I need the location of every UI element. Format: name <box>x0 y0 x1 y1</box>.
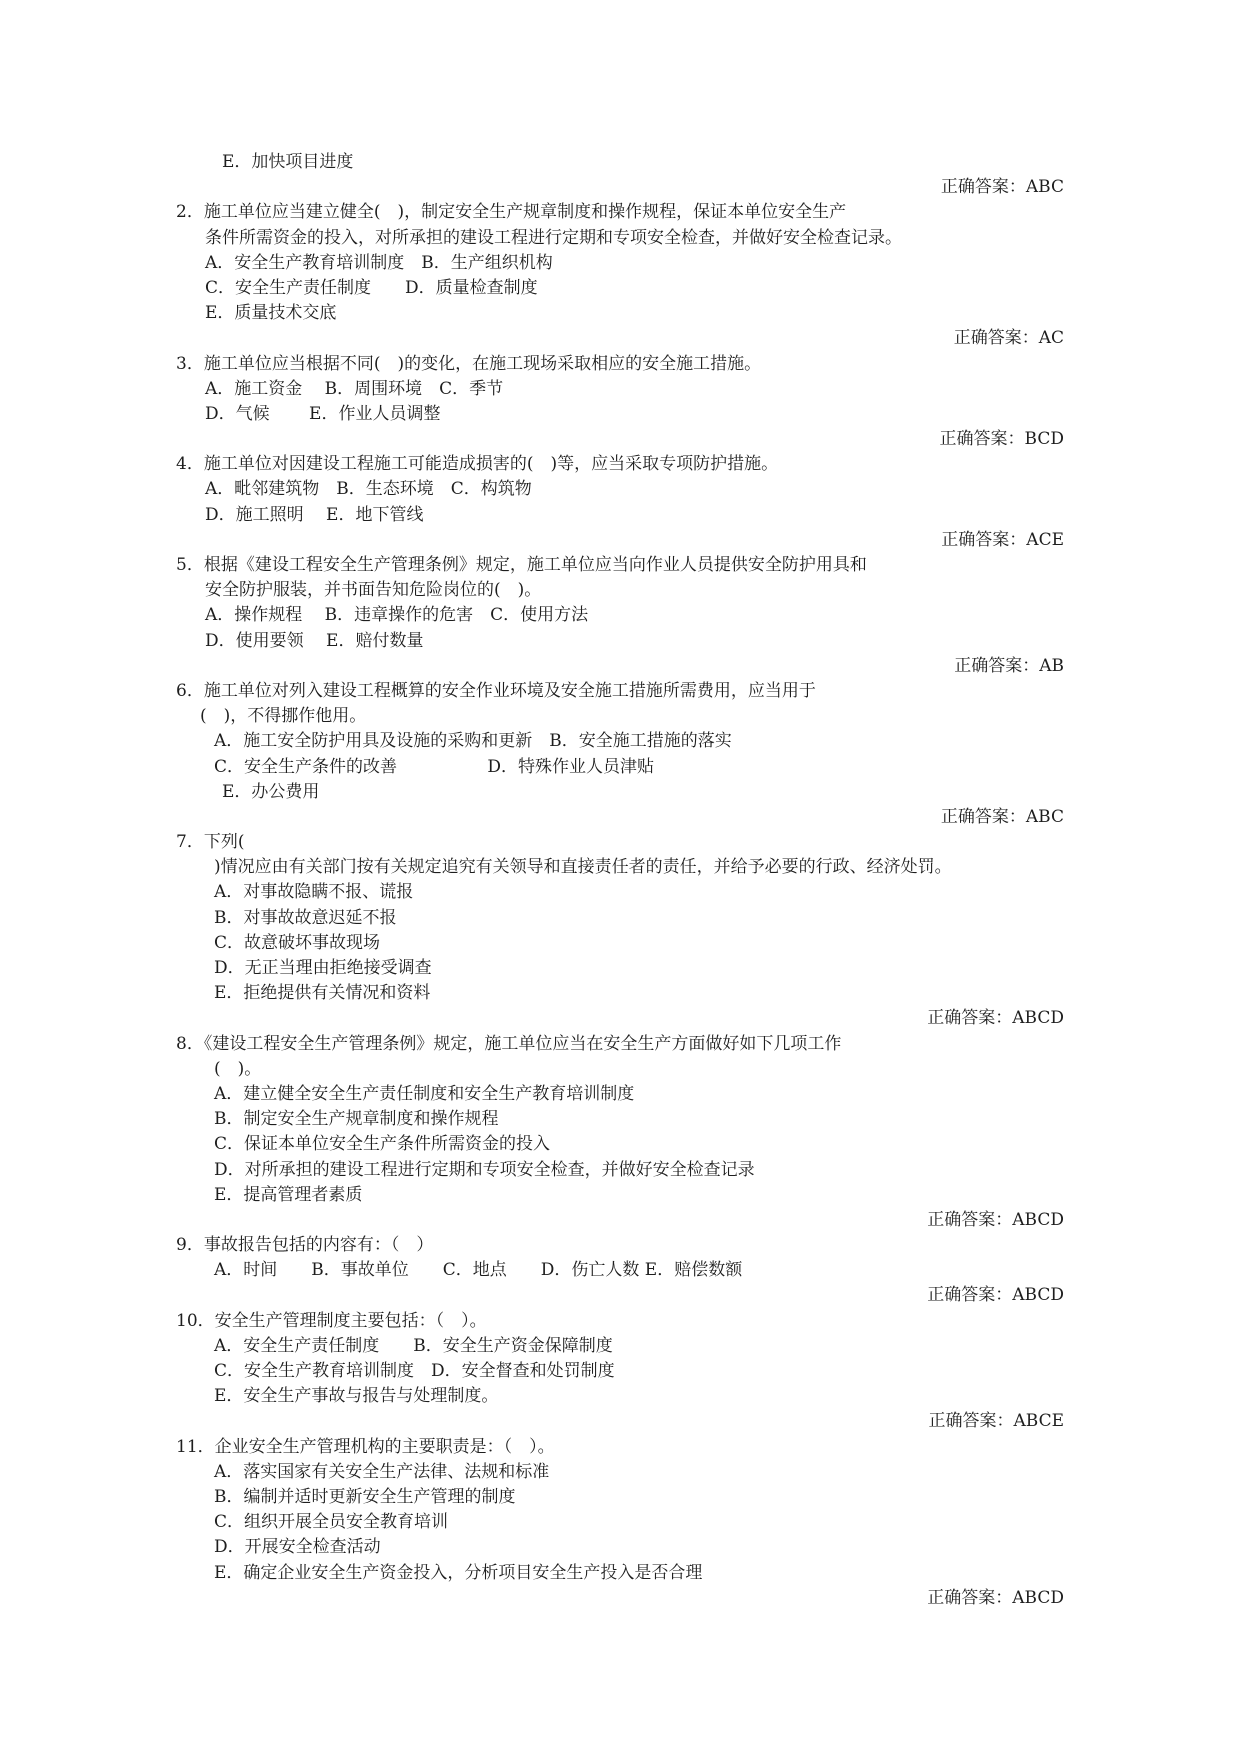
question-line: C．组织开展全员安全教育培训 <box>214 1512 449 1533</box>
question-line: A．落实国家有关安全生产法律、法规和标准 <box>214 1461 550 1482</box>
question-line: C．安全生产条件的改善 D．特殊作业人员津贴 <box>214 756 655 777</box>
question-text: 7．下列( <box>176 832 245 853</box>
correct-answer: 正确答案：ABCD <box>927 1285 1064 1306</box>
correct-answer: 正确答案：ACE <box>941 529 1064 550</box>
question-line: A．施工安全防护用具及设施的采购和更新 B．安全施工措施的落实 <box>214 731 732 752</box>
question-line: B．对事故故意迟延不报 <box>214 907 397 928</box>
question-line: A．安全生产教育培训制度 B．生产组织机构 <box>205 252 553 273</box>
question-line: C．安全生产教育培训制度 D．安全督查和处罚制度 <box>214 1361 615 1381</box>
question-line: D．使用要领 E．赔付数量 <box>205 630 424 651</box>
question-text: 2．施工单位应当建立健全( )，制定安全生产规章制度和操作规程，保证本单位安全生产 <box>176 202 847 223</box>
question-line: E．办公费用 <box>222 781 320 802</box>
question-line: A．操作规程 B．违章操作的危害 C．使用方法 <box>205 605 589 626</box>
correct-answer: 正确答案：ABCD <box>927 1008 1064 1029</box>
question-block <box>0 150 1241 200</box>
correct-answer: 正确答案：AC <box>953 328 1064 349</box>
question-line: D．开展安全检查活动 <box>214 1537 381 1558</box>
question-line: E．质量技术交底 <box>205 303 337 324</box>
question-text: 5．根据《建设工程安全生产管理条例》规定，施工单位应当向作业人员提供安全防护用具和 <box>176 555 867 575</box>
question-line: ( )，不得挪作他用。 <box>200 706 367 727</box>
correct-answer: 正确答案：ABCD <box>927 1209 1064 1230</box>
question-block <box>0 352 1241 453</box>
question-line: B．制定安全生产规章制度和操作规程 <box>214 1109 499 1130</box>
question-block <box>0 200 1241 351</box>
question-block <box>0 1309 1241 1435</box>
correct-answer: 正确答案：ABCD <box>927 1587 1064 1608</box>
question-text: 9．事故报告包括的内容有：（ ） <box>176 1235 434 1256</box>
question-text: 10．安全生产管理制度主要包括：（ ）。 <box>176 1310 487 1331</box>
question-line: D．施工照明 E．地下管线 <box>205 504 424 525</box>
question-line: ( )。 <box>214 1058 262 1079</box>
question-line: 条件所需资金的投入，对所承担的建设工程进行定期和专项安全检查，并做好安全检查记录。 <box>205 227 902 248</box>
question-line: D．气候 E．作业人员调整 <box>205 403 441 424</box>
question-text: 8．《建设工程安全生产管理条例》规定，施工单位应当在安全生产方面做好如下几项工作 <box>176 1033 842 1054</box>
question-block <box>0 553 1241 679</box>
question-block <box>0 1233 1241 1309</box>
question-line: C．保证本单位安全生产条件所需资金的投入 <box>214 1134 551 1155</box>
question-line: E．拒绝提供有关情况和资料 <box>214 983 431 1004</box>
question-line: D．对所承担的建设工程进行定期和专项安全检查，并做好安全检查记录 <box>214 1159 755 1180</box>
question-line: A．建立健全安全生产责任制度和安全生产教育培训制度 <box>214 1083 635 1104</box>
question-line: E．提高管理者素质 <box>214 1184 363 1205</box>
question-line: )情况应由有关部门按有关规定追究有关领导和直接责任者的责任，并给予必要的行政、经济处罚。 <box>214 857 952 878</box>
question-line: A．时间 B．事故单位 C．地点 D．伤亡人数 E．赔偿数额 <box>214 1260 743 1281</box>
question-text: 6．施工单位对列入建设工程概算的安全作业环境及安全施工措施所需费用，应当用于 <box>176 680 816 701</box>
question-line: A．施工资金 B．周围环境 C．季节 <box>205 378 504 399</box>
question-line: D．无正当理由拒绝接受调查 <box>214 958 432 978</box>
question-block <box>0 679 1241 830</box>
question-text: E．加快项目进度 <box>222 152 354 172</box>
question-text: 3．施工单位应当根据不同( )的变化，在施工现场采取相应的安全施工措施。 <box>176 353 762 374</box>
correct-answer: 正确答案：ABC <box>940 177 1064 198</box>
question-line: A．毗邻建筑物 B．生态环境 C．构筑物 <box>205 479 532 500</box>
question-line: A．对事故隐瞒不报、谎报 <box>214 882 414 903</box>
question-block <box>0 1435 1241 1611</box>
correct-answer: 正确答案：ABCE <box>928 1411 1064 1432</box>
correct-answer: 正确答案：ABC <box>940 806 1064 827</box>
question-line: E．确定企业安全生产资金投入，分析项目安全生产投入是否合理 <box>214 1562 703 1583</box>
question-block <box>0 1032 1241 1234</box>
question-block <box>0 830 1241 1032</box>
question-text: 11．企业安全生产管理机构的主要职责是：（ ）。 <box>176 1436 555 1457</box>
question-line: E．安全生产事故与报告与处理制度。 <box>214 1386 499 1407</box>
question-block <box>0 452 1241 553</box>
correct-answer: 正确答案：BCD <box>939 429 1064 450</box>
question-line: C．故意破坏事故现场 <box>214 932 381 953</box>
question-line: 安全防护服装，并书面告知危险岗位的( )。 <box>205 580 542 601</box>
question-line: A．安全生产责任制度 B．安全生产资金保障制度 <box>214 1335 613 1356</box>
question-text: 4．施工单位对因建设工程施工可能造成损害的( )等，应当采取专项防护措施。 <box>176 454 779 475</box>
question-line: C．安全生产责任制度 D．质量检查制度 <box>205 277 538 298</box>
correct-answer: 正确答案：AB <box>954 655 1064 676</box>
question-line: B．编制并适时更新安全生产管理的制度 <box>214 1486 516 1507</box>
